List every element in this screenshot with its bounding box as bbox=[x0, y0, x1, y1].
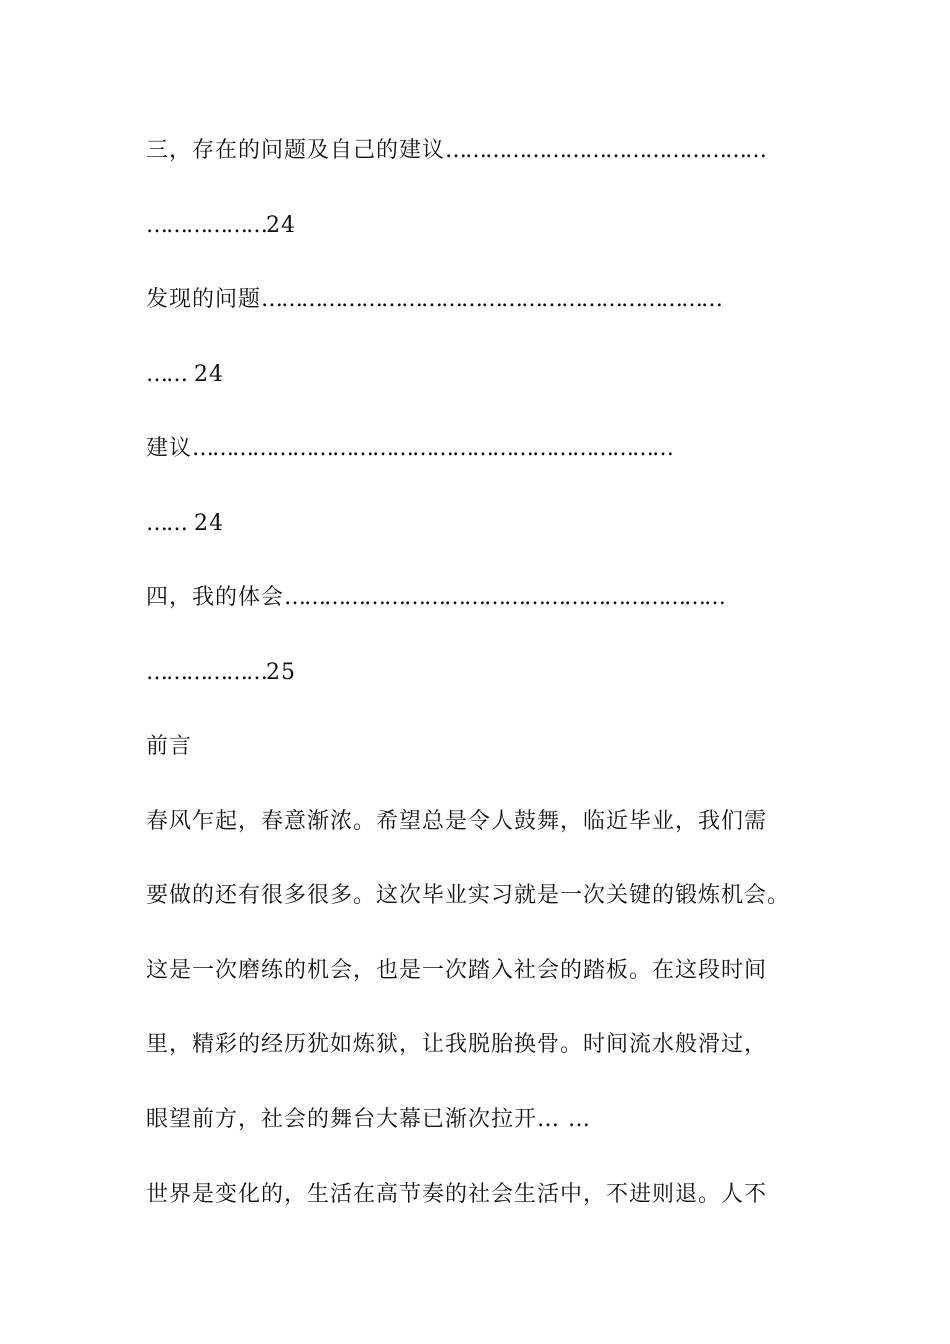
toc-entry-found-problems-page[interactable] bbox=[146, 360, 224, 390]
toc-title: 发现的问题 bbox=[146, 287, 262, 312]
preface-paragraph-line: 眼望前方，社会的舞台大幕已渐次拉开… … bbox=[146, 1107, 591, 1132]
preface-paragraph-line: 春风乍起，春意渐浓。希望总是令人鼓舞，临近毕业，我们需 bbox=[146, 809, 768, 834]
toc-entry-suggestions-page[interactable] bbox=[146, 509, 224, 539]
toc-entry-my-experience[interactable] bbox=[146, 583, 724, 613]
toc-entry-problems-suggestions[interactable] bbox=[146, 136, 765, 166]
toc-page-number: 24 bbox=[266, 213, 296, 238]
toc-leader: ……………… bbox=[146, 660, 266, 685]
toc-title: 建议 bbox=[146, 436, 193, 461]
toc-entry-my-experience-page[interactable] bbox=[146, 658, 296, 688]
toc-entry-problems-suggestions-page[interactable] bbox=[146, 211, 296, 241]
toc-entry-suggestions[interactable] bbox=[146, 434, 672, 464]
preface-paragraph-line: 要做的还有很多很多。这次毕业实习就是一次关键的锻炼机会。 bbox=[146, 883, 791, 908]
toc-leader: …………………………………………………………… bbox=[261, 287, 722, 312]
preface-heading: 前言 bbox=[146, 734, 193, 759]
toc-leader: ……………… bbox=[146, 213, 266, 238]
toc-leader: ………………………………………………………… bbox=[284, 585, 725, 610]
preface-paragraph-line: 世界是变化的，生活在高节奏的社会生活中，不进则退。人不 bbox=[146, 1182, 768, 1207]
preface-paragraph-line: 这是一次磨练的机会，也是一次踏入社会的踏板。在这段时间 bbox=[146, 958, 768, 983]
toc-leader: ……………………………………………………………… bbox=[192, 436, 673, 461]
toc-entry-found-problems[interactable] bbox=[146, 285, 721, 315]
toc-page-number: 24 bbox=[186, 511, 224, 536]
toc-leader: …… bbox=[146, 362, 186, 387]
preface-paragraph-line: 里，精彩的经历犹如炼狱，让我脱胎换骨。时间流水般滑过， bbox=[146, 1032, 768, 1057]
toc-leader: ………………………………………… bbox=[445, 138, 766, 163]
toc-leader: …… bbox=[146, 511, 186, 536]
toc-page-number: 24 bbox=[186, 362, 224, 387]
toc-title: 四，我的体会 bbox=[146, 585, 285, 610]
toc-page-number: 25 bbox=[266, 660, 296, 685]
toc-title: 三，存在的问题及自己的建议 bbox=[146, 138, 446, 163]
